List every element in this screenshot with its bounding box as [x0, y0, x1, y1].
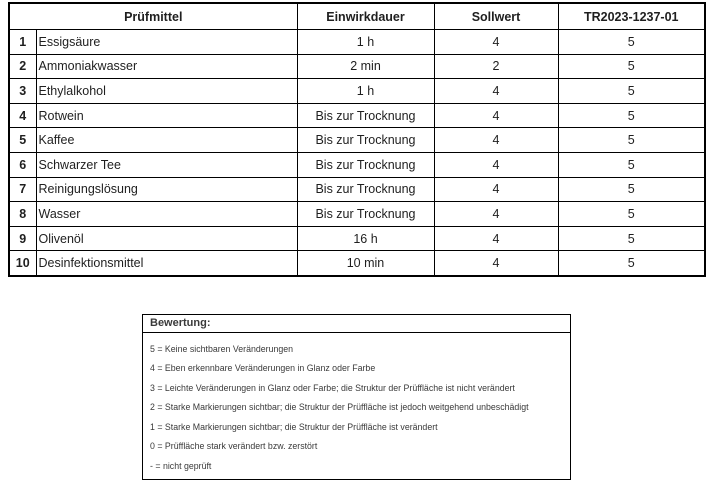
- table-row: [9, 128, 705, 153]
- cell-pruefmittel: Kaffee: [36, 128, 297, 153]
- cell-pruefmittel: Ammoniakwasser: [36, 54, 297, 79]
- col-header-report-number: TR2023-1237-01: [558, 3, 705, 30]
- cell-einwirkdauer: 10 min: [297, 251, 434, 276]
- cell-result: 5: [558, 54, 705, 79]
- cell-pruefmittel: Reinigungslösung: [36, 177, 297, 202]
- legend-item: 4 = Eben erkennbare Veränderungen in Glanz oder Farbe: [150, 363, 376, 374]
- cell-einwirkdauer: 16 h: [297, 226, 434, 251]
- row-number: 8: [9, 202, 36, 227]
- cell-einwirkdauer: Bis zur Trocknung: [297, 103, 434, 128]
- row-number: 4: [9, 103, 36, 128]
- cell-sollwert: 4: [434, 103, 558, 128]
- cell-sollwert: 4: [434, 79, 558, 104]
- legend-title: Bewertung:: [143, 315, 570, 333]
- cell-pruefmittel: Desinfektionsmittel: [36, 251, 297, 276]
- cell-pruefmittel: Wasser: [36, 202, 297, 227]
- row-number: 9: [9, 226, 36, 251]
- cell-sollwert: 4: [434, 251, 558, 276]
- table-header-row: [9, 3, 705, 30]
- test-results-table: [8, 2, 706, 277]
- col-header-pruefmittel: Prüfmittel: [9, 3, 297, 30]
- cell-sollwert: 4: [434, 152, 558, 177]
- table-body: [9, 30, 705, 276]
- cell-result: 5: [558, 202, 705, 227]
- legend-item: - = nicht geprüft: [150, 460, 212, 471]
- table-row: [9, 103, 705, 128]
- cell-pruefmittel: Rotwein: [36, 103, 297, 128]
- cell-pruefmittel: Olivenöl: [36, 226, 297, 251]
- row-number: 7: [9, 177, 36, 202]
- row-number: 10: [9, 251, 36, 276]
- cell-result: 5: [558, 152, 705, 177]
- cell-einwirkdauer: Bis zur Trocknung: [297, 202, 434, 227]
- col-header-einwirkdauer: Einwirkdauer: [297, 3, 434, 30]
- cell-sollwert: 4: [434, 30, 558, 55]
- row-number: 3: [9, 79, 36, 104]
- legend-item: 0 = Prüffläche stark verändert bzw. zerstört: [150, 441, 318, 452]
- cell-pruefmittel: Essigsäure: [36, 30, 297, 55]
- cell-einwirkdauer: 1 h: [297, 30, 434, 55]
- table-row: [9, 79, 705, 104]
- cell-result: 5: [558, 251, 705, 276]
- cell-einwirkdauer: Bis zur Trocknung: [297, 177, 434, 202]
- legend-item: 3 = Leichte Veränderungen in Glanz oder Farbe; die Struktur der Prüffläche ist nicht verändert: [150, 382, 515, 393]
- cell-sollwert: 4: [434, 177, 558, 202]
- legend-item: 1 = Starke Markierungen sichtbar; die Struktur der Prüffläche ist verändert: [150, 421, 438, 432]
- table-row: [9, 202, 705, 227]
- cell-result: 5: [558, 79, 705, 104]
- cell-sollwert: 4: [434, 226, 558, 251]
- cell-result: 5: [558, 128, 705, 153]
- row-number: 5: [9, 128, 36, 153]
- legend-item: 5 = Keine sichtbaren Veränderungen: [150, 343, 294, 354]
- table-row: [9, 226, 705, 251]
- table-row: [9, 152, 705, 177]
- cell-pruefmittel: Ethylalkohol: [36, 79, 297, 104]
- cell-einwirkdauer: 2 min: [297, 54, 434, 79]
- cell-result: 5: [558, 226, 705, 251]
- table-row: [9, 177, 705, 202]
- rating-legend-box: [142, 314, 571, 480]
- cell-result: 5: [558, 103, 705, 128]
- table-row: [9, 251, 705, 276]
- cell-sollwert: 4: [434, 128, 558, 153]
- cell-einwirkdauer: Bis zur Trocknung: [297, 152, 434, 177]
- cell-sollwert: 4: [434, 202, 558, 227]
- cell-pruefmittel: Schwarzer Tee: [36, 152, 297, 177]
- legend-item: 2 = Starke Markierungen sichtbar; die Struktur der Prüffläche ist jedoch weitgehend unbeschädigt: [150, 402, 529, 413]
- cell-result: 5: [558, 177, 705, 202]
- cell-sollwert: 2: [434, 54, 558, 79]
- table-row: [9, 30, 705, 55]
- legend-body: [143, 333, 570, 479]
- cell-einwirkdauer: Bis zur Trocknung: [297, 128, 434, 153]
- row-number: 2: [9, 54, 36, 79]
- row-number: 6: [9, 152, 36, 177]
- row-number: 1: [9, 30, 36, 55]
- col-header-sollwert: Sollwert: [434, 3, 558, 30]
- cell-einwirkdauer: 1 h: [297, 79, 434, 104]
- table-row: [9, 54, 705, 79]
- cell-result: 5: [558, 30, 705, 55]
